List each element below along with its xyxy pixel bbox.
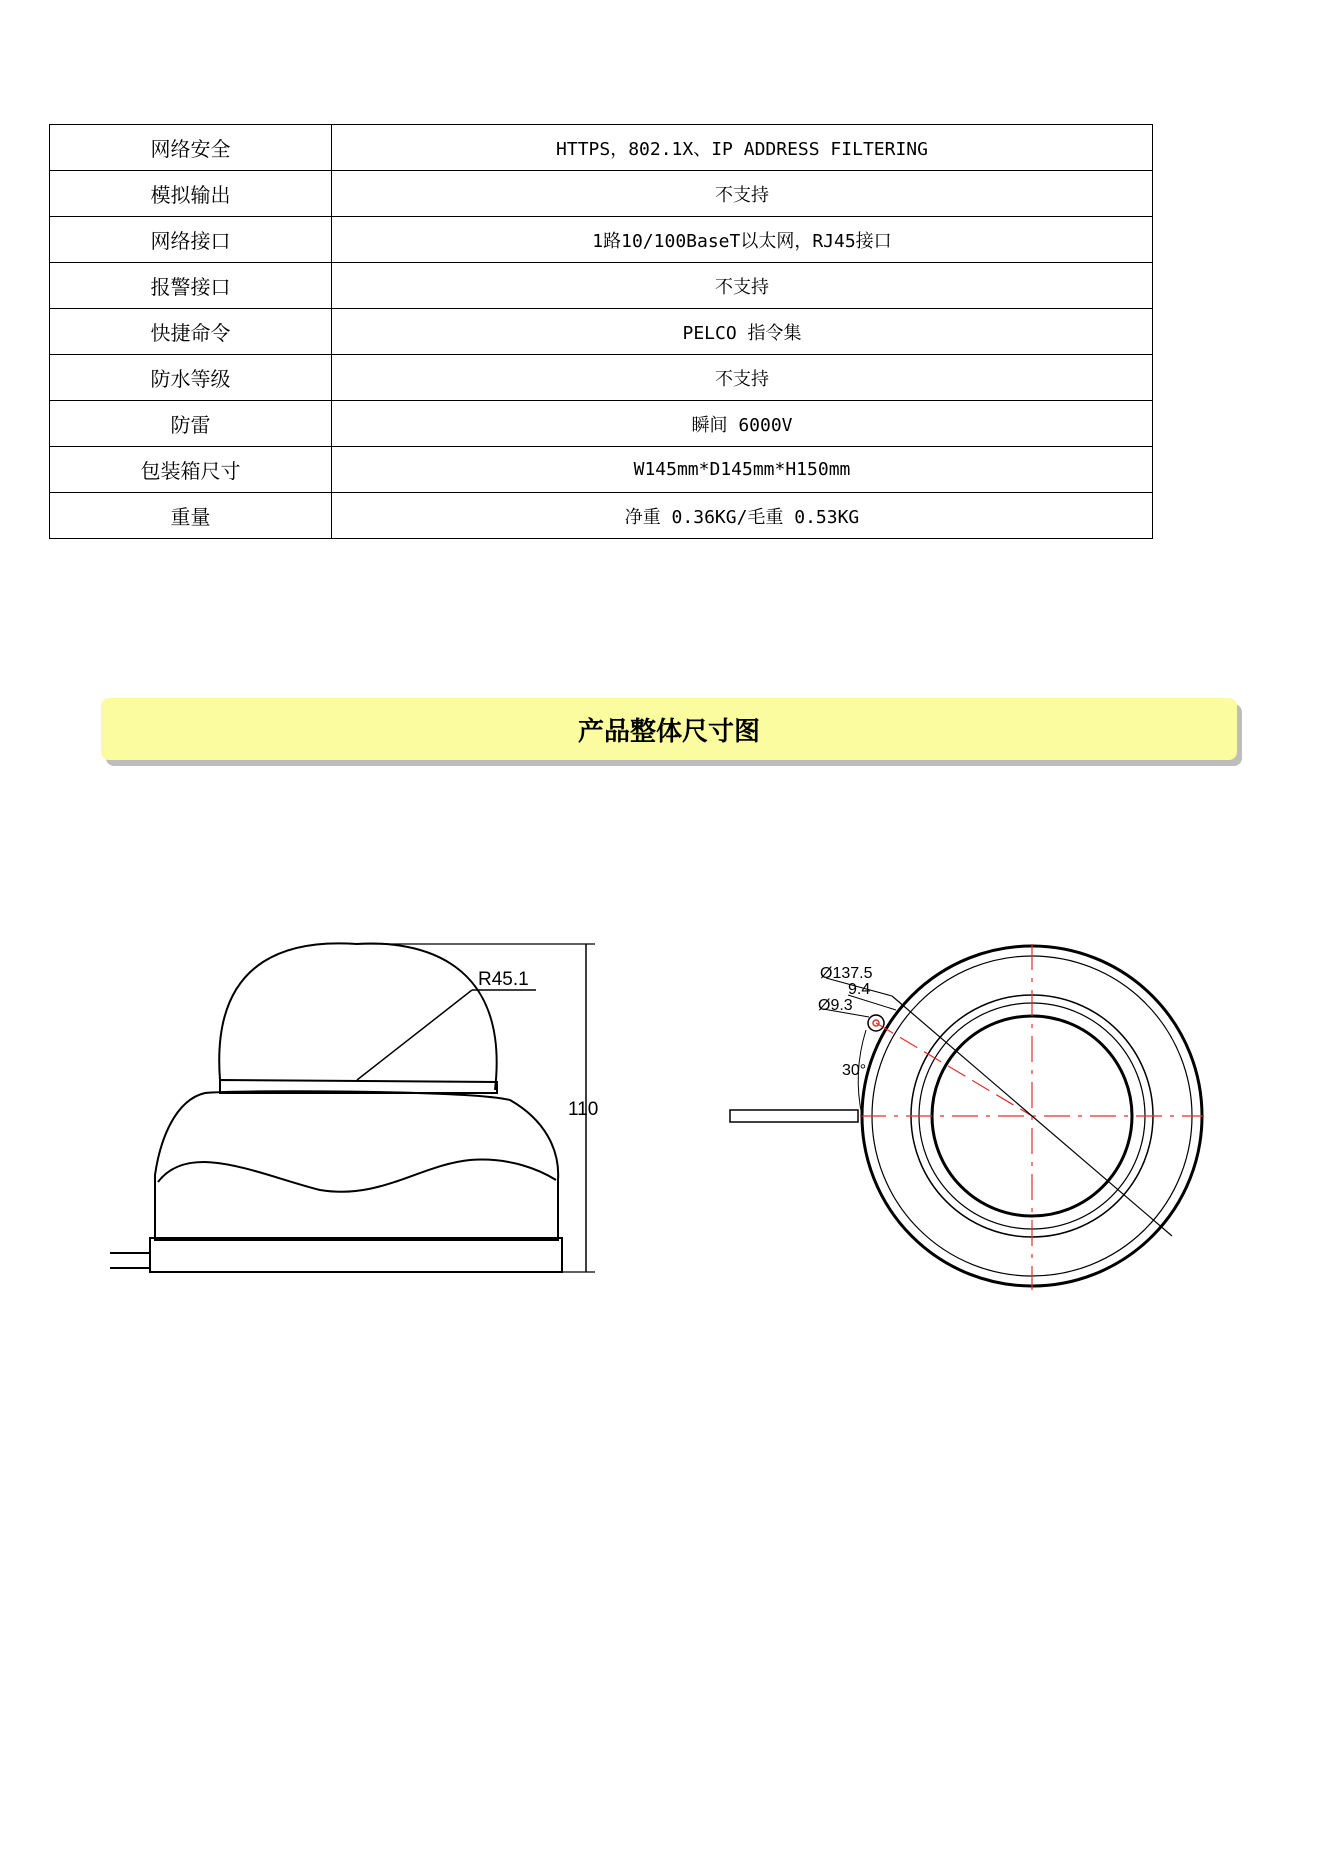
- spec-value: 1路10/100BaseT以太网，RJ45接口: [332, 217, 1153, 263]
- spec-value: 瞬间 6000V: [332, 401, 1153, 447]
- table-row: [50, 493, 1153, 539]
- top-view: [730, 944, 1204, 1290]
- spec-label: 网络接口: [50, 217, 332, 263]
- spec-value: 不支持: [332, 263, 1153, 309]
- table-row: [50, 171, 1153, 217]
- cable: [730, 1110, 858, 1122]
- section-title: 产品整体尺寸图: [577, 716, 760, 747]
- spec-value: PELCO 指令集: [332, 309, 1153, 355]
- body-shell: [155, 1091, 558, 1240]
- table-row: [50, 217, 1153, 263]
- side-view: [110, 943, 595, 1272]
- hole-diameter-label: Ø9.3: [818, 997, 853, 1014]
- spec-value: HTTPS，802.1X、IP ADDRESS FILTERING: [332, 125, 1153, 171]
- spec-label: 防水等级: [50, 355, 332, 401]
- body-base: [150, 1238, 562, 1272]
- spec-label: 网络安全: [50, 125, 332, 171]
- table-row: [50, 309, 1153, 355]
- table-row: [50, 401, 1153, 447]
- height-label: 110: [568, 1099, 599, 1120]
- table-row: [50, 447, 1153, 493]
- spec-value: W145mm*D145mm*H150mm: [332, 447, 1153, 493]
- spec-value: 净重 0.36KG/毛重 0.53KG: [332, 493, 1153, 539]
- spec-label: 包装箱尺寸: [50, 447, 332, 493]
- spec-label: 防雷: [50, 401, 332, 447]
- spec-label: 重量: [50, 493, 332, 539]
- spec-value: 不支持: [332, 355, 1153, 401]
- section-title-banner: [101, 698, 1237, 760]
- spec-label: 快捷命令: [50, 309, 332, 355]
- spec-label: 报警接口: [50, 263, 332, 309]
- offset-label: 9.4: [848, 981, 871, 998]
- radius-label: R45.1: [478, 969, 529, 990]
- dimension-drawing: [0, 900, 1323, 1360]
- spec-label: 模拟输出: [50, 171, 332, 217]
- dome-outline: [219, 943, 496, 1090]
- table-row: [50, 355, 1153, 401]
- outer-diameter-label: Ø137.5: [820, 965, 873, 982]
- spec-value: 不支持: [332, 171, 1153, 217]
- radius-leader: [357, 990, 472, 1080]
- body-wave: [158, 1160, 556, 1192]
- angle-centerline: [876, 1023, 1032, 1116]
- angle-label: 30°: [842, 1062, 867, 1079]
- table-row: [50, 263, 1153, 309]
- table-row: [50, 125, 1153, 171]
- spec-table: [49, 124, 1153, 539]
